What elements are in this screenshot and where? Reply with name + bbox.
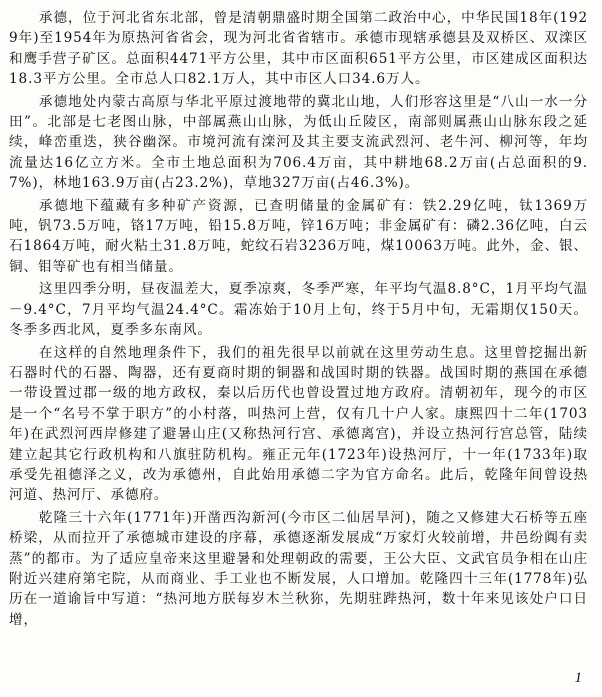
paragraph-history: 在这样的自然地理条件下，我们的祖先很早以前就在这里劳动生息。这里曾挖掘出新石器时代的石器、陶器，还有夏商时期的铜器和战国时期的铁器。战国时期的燕国在承德一带设置过郡一级的地方政权，秦以后历代也曾设置过地方政府。清朝初年，现今的市区是一个“名号不掌于职方”的小村落，叫热河上营，仅有几十户人家。康熙四十二年(1703年)在武烈河西岸修建了避暑山庄(又称热河行宫、承德离宫)，并设立热河行宫总管，陆续建立起其它行政机构和八旗驻防机构。雍正元年(1723年)设热河厅，十一年(1733年)取承受先祖德泽之义，改为承德州，自此始用承德二字为官方命名。此后，乾隆年间曾设热河道、热河厅、承德府。 [9,344,588,504]
paragraph-qianlong: 乾隆三十六年(1771年)开凿西沟新河(今市区二仙居旱河)，随之又修建大石桥等五座桥梁，从而拉开了承德城市建设的序幕，承德逐渐发展成“万家灯火较前增，井邑纷阗有卖蒸”的都市。为了适应皇帝来这里避暑和处理朝政的需要，王公大臣、文武官员争相在山庄附近兴建府第宅院，从而商业、手工业也不断发展，人口增加。乾隆四十三年(1778年)弘历在一道谕旨中写道：“热河地方朕每岁木兰秋狝，先期驻跸热河，数十年来见该处户口日增， [9,509,588,628]
paragraph-intro: 承德，位于河北省东北部，曾是清朝鼎盛时期全国第二政治中心，中华民国18年(1929年)至1954年为原热河省省会，现为河北省省辖市。承德市现辖承德县及双桥区、双滦区和鹰手营子矿区。总面积4471平方公里，其中市区面积651平方公里，市区建成区面积达18.3平方公里。全市总人口82.1万人，其中市区人口34.6万人。 [9,10,588,88]
paragraph-minerals: 承德地下蕴藏有多种矿产资源，已查明储量的金属矿有：铁2.29亿吨，钛1369万吨，钒73.5万吨，铬17万吨，铅15.8万吨，锌16万吨；非金属矿有：磷2.36亿吨，白云石1864万吨，耐火粘土31.8万吨，蛇纹石岩3236万吨，煤10063万吨。此外，金、银、铜、钼等矿也有相当储量。 [9,197,588,275]
paragraph-climate: 这里四季分明，昼夜温差大，夏季凉爽，冬季严寒，年平均气温8.8°C，1月平均气温－9.4°C，7月平均气温24.4°C。霜冻始于10月上旬，终于5月中旬，无霜期仅150天。冬季多西北风，夏季多东南风。 [9,281,588,339]
paragraph-geography: 承德地处内蒙古高原与华北平原过渡地带的冀北山地，人们形容这里是“八山一水一分田”。北部是七老图山脉，中部属燕山山脉，为低山丘陵区，南部则属燕山山脉东段之延续，峰峦重迭，狭谷幽深。市境河流有滦河及其主要支流武烈河、老牛河、柳河等，年均流量达16亿立方米。全市土地总面积为706.4万亩，其中耕地68.2万亩(占总面积的9.7%)，林地163.9万亩(占23.2%)，草地327万亩(占46.3%)。 [9,93,588,192]
page-number: 1 [574,670,582,686]
